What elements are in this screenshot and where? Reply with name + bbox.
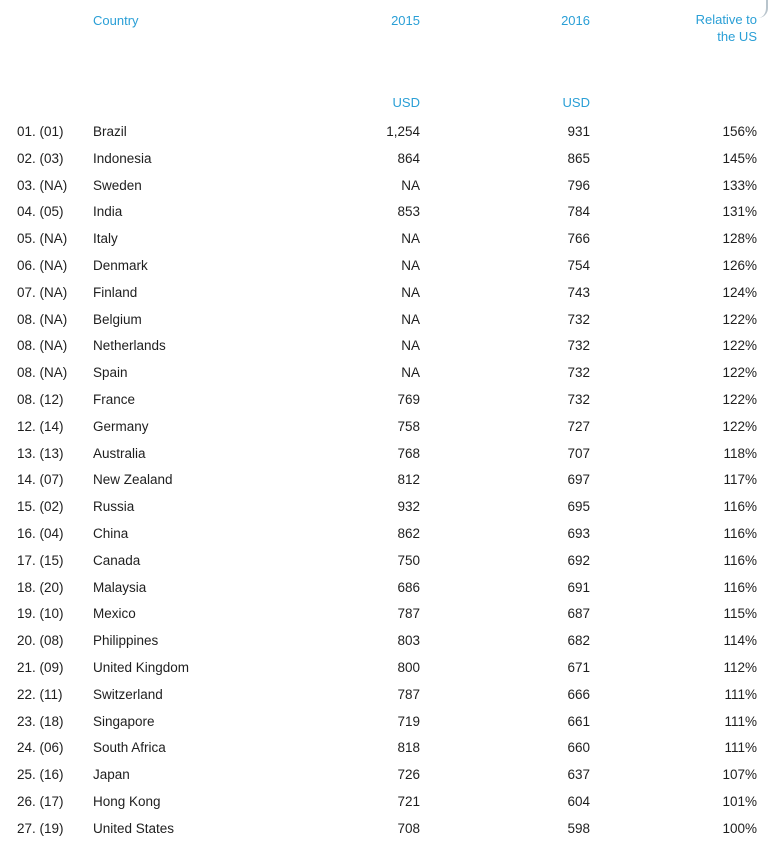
- cell-relative: 128%: [722, 231, 757, 247]
- cell-2016: 661: [567, 713, 590, 729]
- cell-rank: 14. (07): [17, 472, 64, 488]
- cell-relative: 111%: [724, 686, 757, 702]
- column-header-relative-line1: Relative to: [695, 12, 757, 27]
- cell-2015: NA: [401, 365, 420, 381]
- cell-2016: 695: [567, 499, 590, 515]
- cell-rank: 03. (NA): [17, 177, 68, 193]
- cell-rank: 23. (18): [17, 713, 64, 729]
- table-row: [0, 360, 768, 387]
- cell-rank: 02. (03): [17, 150, 64, 166]
- cell-2016: 732: [567, 365, 590, 381]
- table-row: [0, 280, 768, 307]
- table-row: [0, 226, 768, 253]
- cell-country: Switzerland: [93, 686, 163, 702]
- cell-2016: 682: [567, 633, 590, 649]
- cell-2016: 604: [567, 794, 590, 809]
- cell-2015: 862: [397, 526, 420, 541]
- cell-2016: 666: [567, 686, 590, 702]
- cell-country: Japan: [93, 767, 130, 783]
- cell-rank: 07. (NA): [17, 284, 68, 300]
- table-row: [0, 307, 768, 334]
- cell-rank: 22. (11): [17, 686, 63, 702]
- table-row: [0, 628, 768, 655]
- cell-country: China: [93, 526, 129, 541]
- cell-relative: 114%: [723, 633, 757, 649]
- cell-rank: 15. (02): [17, 499, 64, 515]
- cell-rank: 08. (NA): [17, 338, 68, 354]
- cell-rank: 08. (12): [17, 392, 64, 407]
- cell-2016: 931: [567, 124, 590, 139]
- cell-2016: 727: [567, 418, 590, 434]
- cell-rank: 04. (05): [17, 204, 64, 220]
- cell-relative: 126%: [722, 258, 757, 273]
- cell-country: South Africa: [93, 740, 166, 756]
- cell-rank: 08. (NA): [17, 365, 68, 381]
- cell-2015: 818: [397, 740, 420, 756]
- cell-relative: 156%: [722, 124, 757, 139]
- cell-rank: 08. (NA): [17, 311, 68, 327]
- cell-country: Finland: [93, 284, 138, 300]
- cell-2016: 691: [567, 579, 590, 595]
- cell-relative: 100%: [722, 820, 757, 836]
- cell-2016: 692: [567, 552, 590, 568]
- cell-2016: 707: [567, 445, 590, 461]
- page-corner-mark: [756, 0, 768, 18]
- table-row: [0, 735, 768, 762]
- cell-relative: 122%: [722, 311, 757, 327]
- cell-2016: 687: [567, 606, 590, 622]
- cell-relative: 112%: [723, 660, 757, 675]
- cell-2016: 754: [567, 258, 590, 273]
- cell-2016: 743: [567, 284, 590, 300]
- cell-2015: 787: [397, 686, 420, 702]
- cell-2015: 768: [397, 445, 420, 461]
- cell-relative: 122%: [722, 365, 757, 381]
- cell-2016: 693: [567, 526, 590, 541]
- cell-2016: 660: [567, 740, 590, 756]
- cell-country: New Zealand: [93, 472, 173, 488]
- cell-country: Hong Kong: [93, 794, 161, 809]
- cell-2015: 721: [397, 794, 420, 809]
- cell-2015: 932: [397, 499, 420, 515]
- cell-2015: 803: [397, 633, 420, 649]
- cell-country: United Kingdom: [93, 660, 190, 675]
- column-header-2016: 2016: [561, 13, 590, 28]
- cell-rank: 13. (13): [17, 445, 64, 461]
- table-row: [0, 146, 768, 173]
- cell-rank: 27. (19): [17, 820, 64, 836]
- cell-relative: 124%: [722, 284, 757, 300]
- cell-rank: 20. (08): [17, 633, 64, 649]
- table-row: [0, 682, 768, 709]
- cell-rank: 26. (17): [17, 794, 64, 809]
- cell-2015: NA: [401, 284, 420, 300]
- table-row: [0, 762, 768, 789]
- cell-relative: 118%: [723, 445, 757, 461]
- cell-2016: 732: [567, 338, 590, 354]
- cell-relative: 122%: [722, 338, 757, 354]
- cell-relative: 116%: [723, 552, 757, 568]
- cell-relative: 116%: [723, 579, 757, 595]
- cell-country: Philippines: [93, 633, 159, 649]
- cell-rank: 21. (09): [17, 660, 64, 675]
- cell-2015: NA: [401, 258, 420, 273]
- cell-relative: 122%: [722, 418, 757, 434]
- table-row: [0, 333, 768, 360]
- table-row: [0, 387, 768, 414]
- cell-country: Belgium: [93, 311, 142, 327]
- cell-relative: 133%: [722, 177, 757, 193]
- cell-2015: 800: [397, 660, 420, 675]
- cell-2015: NA: [401, 231, 420, 247]
- cell-rank: 24. (06): [17, 740, 64, 756]
- cell-country: Denmark: [93, 258, 148, 273]
- cell-country: Italy: [93, 231, 118, 247]
- cell-relative: 107%: [722, 767, 757, 783]
- table-row: [0, 521, 768, 548]
- cell-2015: 726: [397, 767, 420, 783]
- cell-country: Brazil: [93, 124, 127, 139]
- cell-country: United States: [93, 820, 175, 836]
- table-row: [0, 173, 768, 200]
- cell-country: Germany: [93, 418, 149, 434]
- cell-2016: 732: [567, 311, 590, 327]
- table-row: [0, 467, 768, 494]
- table-row: [0, 199, 768, 226]
- cell-relative: 111%: [724, 713, 757, 729]
- cell-relative: 116%: [723, 499, 757, 515]
- cell-2015: 812: [397, 472, 420, 488]
- cell-country: Malaysia: [93, 579, 147, 595]
- cell-rank: 17. (15): [17, 552, 64, 568]
- cell-2015: 750: [397, 552, 420, 568]
- cell-2016: 766: [567, 231, 590, 247]
- cell-country: Mexico: [93, 606, 136, 622]
- cell-rank: 25. (16): [17, 767, 64, 783]
- cell-2016: 796: [567, 177, 590, 193]
- table-row: [0, 709, 768, 736]
- cell-relative: 145%: [722, 150, 757, 166]
- cell-relative: 116%: [723, 526, 757, 541]
- cell-relative: 111%: [724, 740, 757, 756]
- cell-country: Singapore: [93, 713, 155, 729]
- cell-2015: NA: [401, 311, 420, 327]
- cell-country: Netherlands: [93, 338, 166, 354]
- table-row: [0, 414, 768, 441]
- cell-2015: 787: [397, 606, 420, 622]
- cell-country: France: [93, 392, 136, 407]
- cell-2016: 697: [567, 472, 590, 488]
- cell-2015: 708: [397, 820, 420, 836]
- unit-label-2015: USD: [392, 95, 420, 110]
- cell-2015: 864: [397, 150, 420, 166]
- cell-relative: 131%: [722, 204, 757, 220]
- cell-relative: 122%: [722, 392, 757, 407]
- column-header-country: Country: [93, 13, 139, 28]
- table-row: [0, 119, 768, 146]
- cell-2015: 686: [397, 579, 420, 595]
- cell-rank: 16. (04): [17, 526, 64, 541]
- cell-2015: 719: [397, 713, 420, 729]
- cell-rank: 18. (20): [17, 579, 64, 595]
- table-row: [0, 816, 768, 843]
- table-row: [0, 548, 768, 575]
- cell-2015: 853: [397, 204, 420, 220]
- cell-country: Indonesia: [93, 150, 152, 166]
- cell-rank: 06. (NA): [17, 258, 68, 273]
- table-row: [0, 575, 768, 602]
- table-row: [0, 601, 768, 628]
- table-row: [0, 789, 768, 816]
- column-header-relative-line2: the US: [717, 29, 757, 44]
- cell-country: Canada: [93, 552, 141, 568]
- cell-2016: 671: [567, 660, 590, 675]
- cell-2016: 598: [567, 820, 590, 836]
- cell-relative: 115%: [723, 606, 757, 622]
- cell-rank: 05. (NA): [17, 231, 68, 247]
- cell-rank: 19. (10): [17, 606, 64, 622]
- cell-2015: 1,254: [386, 124, 420, 139]
- cell-2016: 865: [567, 150, 590, 166]
- cell-relative: 117%: [723, 472, 757, 488]
- cell-2015: 758: [397, 418, 420, 434]
- cell-country: Russia: [93, 499, 135, 515]
- cell-2016: 732: [567, 392, 590, 407]
- table-row: [0, 253, 768, 280]
- cell-2015: NA: [401, 177, 420, 193]
- table-row: [0, 441, 768, 468]
- cell-country: Spain: [93, 365, 128, 381]
- cell-rank: 01. (01): [17, 124, 64, 139]
- unit-label-2016: USD: [562, 95, 590, 110]
- cell-country: Australia: [93, 445, 146, 461]
- cell-2015: 769: [397, 392, 420, 407]
- cell-country: India: [93, 204, 123, 220]
- cell-2015: NA: [401, 338, 420, 354]
- cell-2016: 637: [567, 767, 590, 783]
- table-row: [0, 494, 768, 521]
- cell-rank: 12. (14): [17, 418, 64, 434]
- table-row: [0, 655, 768, 682]
- cell-relative: 101%: [722, 794, 757, 809]
- column-header-2015: 2015: [391, 13, 420, 28]
- cell-country: Sweden: [93, 177, 142, 193]
- column-header-relative: [660, 11, 757, 45]
- cell-2016: 784: [567, 204, 590, 220]
